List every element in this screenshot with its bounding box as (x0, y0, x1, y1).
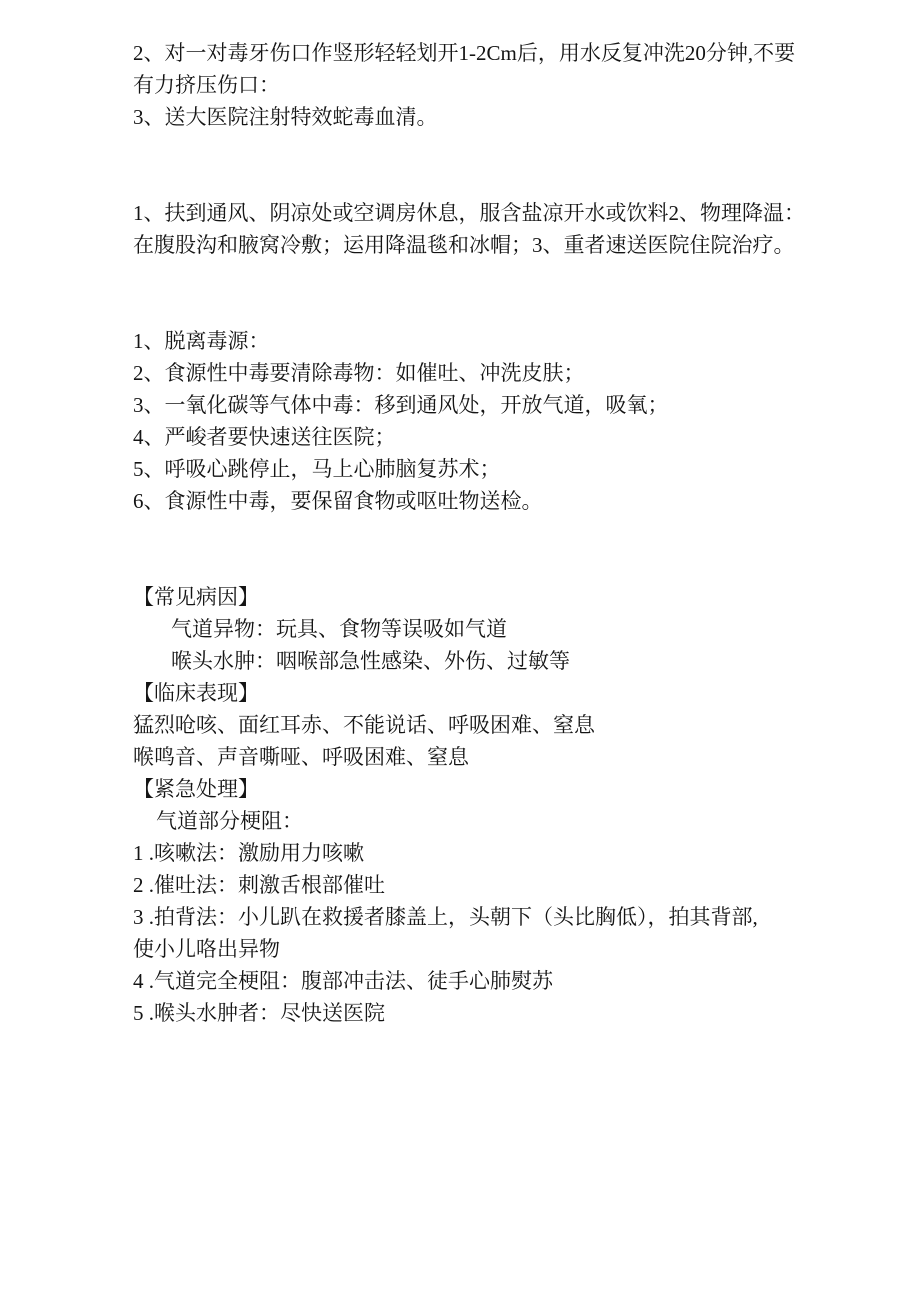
text-line: 6、食源性中毒，要保留食物或呕吐物送检。 (133, 489, 543, 513)
section-heat-stroke-treatment (133, 197, 833, 261)
text-line: 在腹股沟和腋窝冷敷；运用降温毯和冰帽；3、重者速送医院住院治疗。 (133, 233, 795, 257)
text-line: 有力挤压伤口： (133, 73, 280, 97)
text-line: 1 .咳嗽法：激励用力咳嗽 (133, 841, 364, 865)
text-line: 3、送大医院注射特效蛇毒血清。 (133, 105, 438, 129)
text-line: 1、脱离毒源： (133, 329, 270, 353)
text-line: 4 .气道完全梗阻：腹部冲击法、徒手心肺熨苏 (133, 969, 553, 993)
text-line: 【临床表现】 (133, 681, 259, 705)
text-line: 5 .喉头水肿者：尽快送医院 (133, 1001, 385, 1025)
text-line: 猛烈呛咳、面红耳赤、不能说话、呼吸困难、窒息 (133, 713, 595, 737)
text-line: 3、一氧化碳等气体中毒：移到通风处，开放气道，吸氧； (133, 393, 669, 417)
text-line: 2 .催吐法：刺激舌根部催吐 (133, 873, 385, 897)
text-line: 2、食源性中毒要清除毒物：如催吐、冲洗皮肤； (133, 361, 585, 385)
section-snake-bite-treatment (133, 37, 833, 133)
text-line: 气道部分梗阻： (156, 809, 303, 833)
text-line: 喉鸣音、声音嘶哑、呼吸困难、窒息 (133, 745, 469, 769)
text-line: 2、对一对毒牙伤口作竖形轻轻划开1-2Cm后，用水反复冲洗20分钟,不要 (133, 41, 796, 65)
text-line: 气道异物：玩具、食物等误吸如气道 (171, 617, 507, 641)
text-line: 喉头水肿：咽喉部急性感染、外伤、过敏等 (171, 649, 570, 673)
text-line: 使小儿咯出异物 (133, 937, 280, 961)
section-airway-obstruction (133, 581, 833, 1029)
section-poisoning-treatment (133, 325, 833, 517)
text-line: 3 .拍背法：小儿趴在救援者膝盖上，头朝下（头比胸低），拍其背部, (133, 905, 758, 929)
text-line: 1、扶到通风、阴凉处或空调房休息，服含盐凉开水或饮料2、物理降温： (133, 201, 805, 225)
document-body (133, 37, 833, 1029)
text-line: 【常见病因】 (133, 585, 259, 609)
text-line: 【紧急处理】 (133, 777, 259, 801)
text-line: 4、严峻者要快速送往医院； (133, 425, 396, 449)
text-line: 5、呼吸心跳停止，马上心肺脑复苏术； (133, 457, 501, 481)
